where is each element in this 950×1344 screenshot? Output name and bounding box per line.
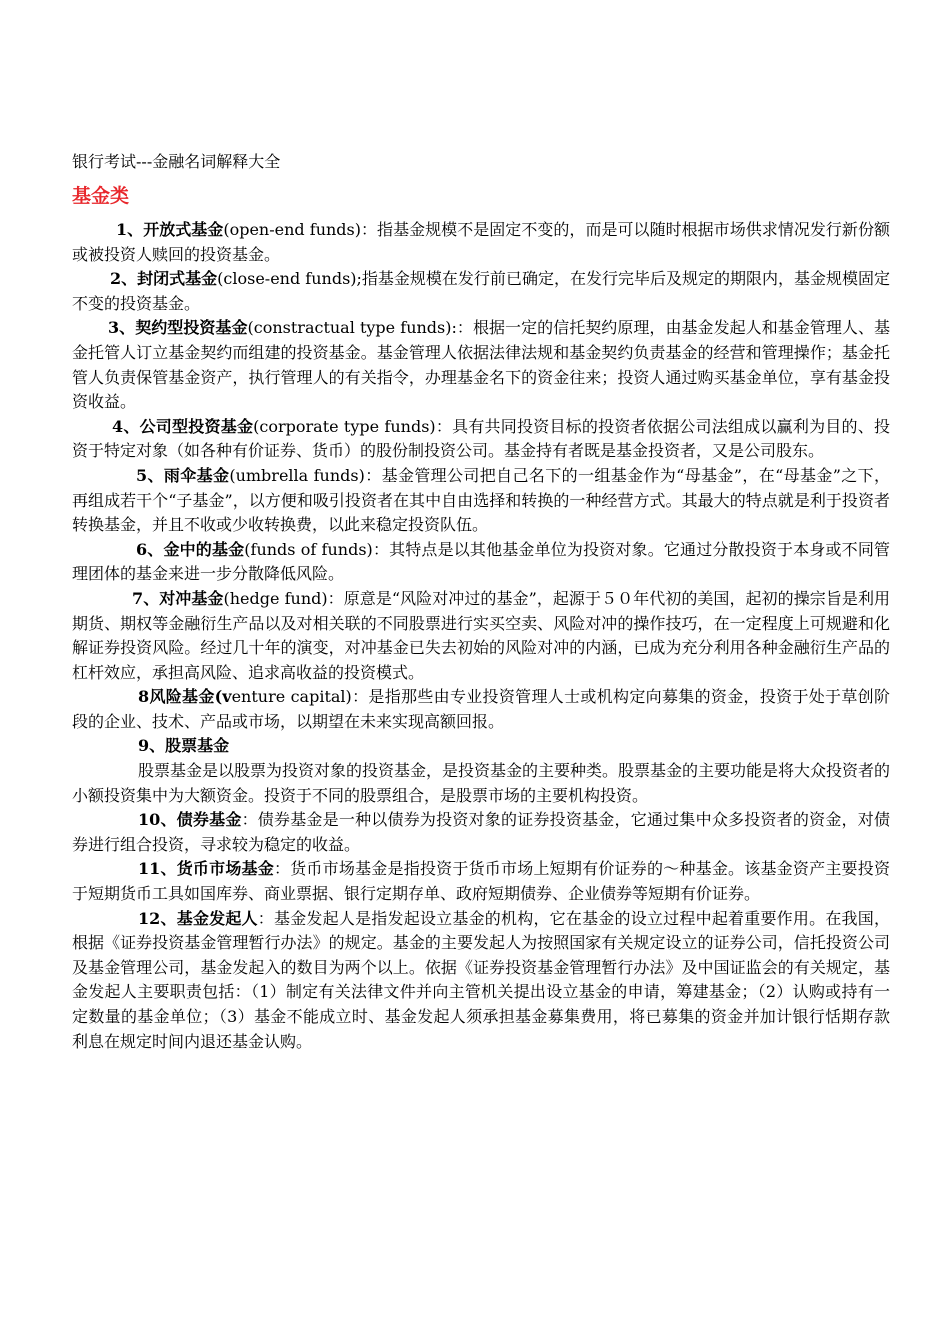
entry-term: 3、契约型投资基金 <box>108 318 248 338</box>
entry-stock-fund-heading <box>72 734 890 759</box>
entry-bond-fund <box>72 808 890 857</box>
entry-term: 9、股票基金 <box>138 736 230 756</box>
entry-term: 1、开放式基金 <box>116 220 224 239</box>
entry-venture-capital <box>72 685 890 734</box>
entry-funds-of-funds <box>72 538 890 587</box>
entry-text: enture capital)：是指那些由专业投资管理人士或机构定向募集的资金，投资于处于草创阶段的企业、技术、产品或市场，以期望在未来实现高额回报。 <box>72 687 890 731</box>
entry-term: 11、货币市场基金 <box>138 859 274 879</box>
document-title: 银行考试---金融名词解释大全 <box>72 152 281 171</box>
entry-text: (close-end funds);指基金规模在发行前已确定，在发行完毕后及规定的期限内，基金规模固定不变的投资基金。 <box>72 269 890 313</box>
entry-text: (constractual type funds):：根据一定的信托契约原理，由基金发起人和基金管理人、基金托管人订立基金契约而组建的投资基金。基金管理人依据法律法规和基金契约负责基金的经营和管理操作；基金托管人负责保管基金资产，执行管理人的有关指令，办理基金名下的资金往来；投资人通过购买基金单位，享有基金投资收益。 <box>72 318 890 412</box>
entry-term: 7、对冲基金 <box>132 588 224 608</box>
entry-contractual-funds <box>72 316 890 414</box>
entry-corporate-funds <box>72 415 890 464</box>
entry-text: ：债券基金是一种以债券为投资对象的证券投资基金，它通过集中众多投资者的资金，对债券进行组合投资，寻求较为稳定的收益。 <box>72 810 890 854</box>
entry-text: (funds of funds)：其特点是以其他基金单位为投资对象。它通过分散投资于本身或不同管理团体的基金来进一步分散降低风险。 <box>72 539 890 584</box>
entry-text: (hedge fund)：原意是“风险对冲过的基金”，起源于５０年代初的美国，起初的操宗旨是利用期货、期权等金融衍生产品以及对相关联的不同股票进行实买空卖、风险对冲的操作技巧，在一定程度上可规避和化解证券投资风险。经过几十年的演变，对冲基金已失去初始的风险对冲的内涵，已成为充分利用各种金融衍生产品的杠杆效应，承担高风险、追求高收益的投资模式。 <box>72 588 890 682</box>
entry-text: (open-end funds)：指基金规模不是固定不变的，而是可以随时根据市场供求情况发行新份额或被投资人赎回的投资基金。 <box>72 220 890 264</box>
entry-text: 股票基金是以股票为投资对象的投资基金，是投资基金的主要种类。股票基金的主要功能是将大众投资者的小额投资集中为大额资金。投资于不同的股票组合，是股票市场的主要机构投资。 <box>72 761 891 805</box>
section-heading: 基金类 <box>72 185 130 207</box>
entry-fund-sponsor <box>72 907 890 1055</box>
entry-term: 10、债券基金 <box>138 810 242 830</box>
entry-text: (corporate type funds)：具有共同投资目标的投资者依据公司法组成以赢利为目的、投资于特定对象（如各种有价证券、货币）的股份制投资公司。基金持有者既是基金投资者，又是公司股东。 <box>72 416 890 461</box>
entry-open-end-funds <box>72 218 890 267</box>
entry-term: 8风险基金(v <box>138 687 232 707</box>
entry-term: 2、封闭式基金 <box>110 269 218 289</box>
entry-money-market-fund <box>72 857 890 906</box>
entry-term: 4、公司型投资基金 <box>112 416 254 436</box>
entry-text: ：货币市场基金是指投资于货币市场上短期有价证券的～种基金。该基金资产主要投资于短期货币工具如国库券、商业票据、银行定期存单、政府短期债券、企业债券等短期有价证券。 <box>72 859 890 904</box>
entry-close-end-funds <box>72 267 890 316</box>
entry-term: 12、基金发起人 <box>138 908 258 928</box>
document-page <box>72 150 890 1054</box>
entry-text: ：基金发起人是指发起设立基金的机构，它在基金的设立过程中起着重要作用。在我国，根据《证券投资基金管理暂行办法》的规定。基金的主要发起人为按照国家有关规定设立的证券公司，信托投资公司及基金管理公司，基金发起入的数目为两个以上。依据《证券投资基金管理暂行办法》及中国证监会的有关规定，基金发起人主要职责包括：（1）制定有关法律文件并向主管机关提出设立基金的申请，筹建基金；（2）认购或持有一定数量的基金单位；（3）基金不能成立时、基金发起人须承担基金募集费用，将已募集的资金并加计银行恬期存款利息在规定时间内退还基金认购。 <box>72 908 890 1051</box>
entry-umbrella-funds <box>72 464 890 538</box>
entry-hedge-fund <box>72 587 890 685</box>
entry-term: 5、雨伞基金 <box>136 465 230 485</box>
entry-text: (umbrella funds)：基金管理公司把自己名下的一组基金作为“母基金”，在“母基金”之下，再组成若干个“子基金”，以方便和吸引投资者在其中自由选择和转换的一种经营方式。其最大的特点就是利于投资者转换基金，并且不收或少收转换费，以此来稳定投资队伍。 <box>72 465 890 535</box>
entry-term: 6、金中的基金 <box>136 539 245 559</box>
entry-stock-fund-body <box>72 759 890 808</box>
